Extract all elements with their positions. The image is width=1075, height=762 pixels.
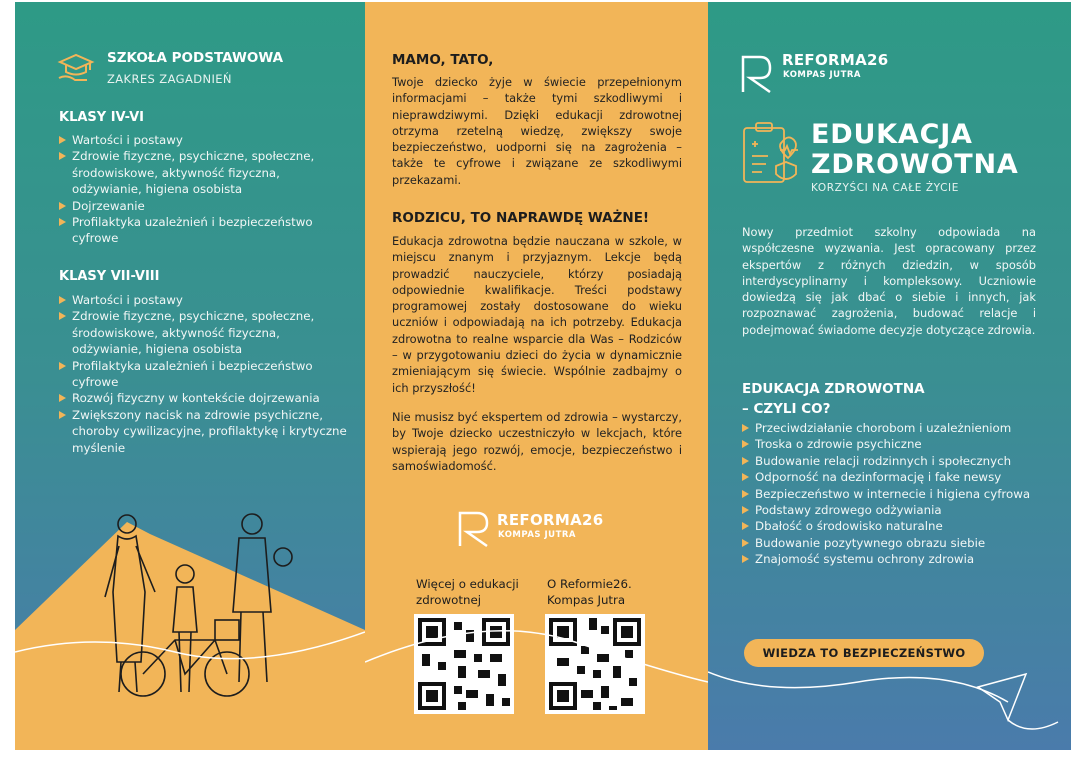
reforma-logo-icon	[457, 510, 491, 548]
topics-list-iv-vi	[59, 132, 349, 247]
qr-label-health: Więcej o edukacji zdrowotnej	[416, 577, 519, 607]
topics-list-vii-viii	[59, 292, 349, 456]
list-item: Profilaktyka uzależnień i bezpieczeństwo cyfrowe	[59, 358, 349, 391]
school-subtitle: ZAKRES ZAGADNIEŃ	[107, 72, 232, 86]
list-item: Wartości i postawy	[59, 132, 349, 148]
heading-important: RODZICU, TO NAPRAWDĘ WAŻNE!	[392, 210, 650, 226]
brand-name: REFORMA26	[782, 51, 889, 69]
list-item: Podstawy zdrowego odżywiania	[742, 502, 1042, 518]
heading-parents: MAMO, TATO,	[392, 52, 494, 68]
list-item: Troska o zdrowie psychiczne	[742, 436, 1042, 452]
heading-what-is: EDUKACJA ZDROWOTNA – CZYLI CO?	[742, 381, 925, 417]
middle-panel	[365, 2, 708, 750]
safety-badge: WIEDZA TO BEZPIECZEŃSTWO	[744, 639, 984, 667]
main-title: EDUKACJA ZDROWOTNA	[811, 119, 1019, 180]
list-item: Wartości i postawy	[59, 292, 349, 308]
brand-name: REFORMA26	[497, 511, 604, 529]
section-heading-vii-viii: KLASY VII-VIII	[59, 269, 160, 284]
list-item: Odporność na dezinformację i fake newsy	[742, 469, 1042, 485]
list-item: Bezpieczeństwo w internecie i higiena cyfrowa	[742, 486, 1042, 502]
brand-subtitle: KOMPAS JUTRA	[498, 530, 576, 540]
brand-subtitle: KOMPAS JUTRA	[783, 70, 861, 80]
reforma-logo-icon	[740, 54, 774, 94]
health-clipboard-icon	[740, 120, 802, 188]
list-item: Dojrzewanie	[59, 198, 349, 214]
right-panel	[708, 2, 1071, 750]
list-item: Zwiększony nacisk na zdrowie psychiczne, choroby cywilizacyjne, profilaktykę i krytyczne myślenie	[59, 407, 349, 456]
brochure	[15, 2, 1071, 750]
list-item: Zdrowie fizyczne, psychiczne, społeczne, środowiskowe, aktywność fizyczna, odżywianie, higiena osobista	[59, 148, 349, 197]
intro-paragraph: Nowy przedmiot szkolny odpowiada na współczesne wyzwania. Jest opracowany przez ekspertów z różnych dziedzin, w sposób interdyscyplinarny i kompleksowy. Uczniowie dowiedzą się jak dbać o siebie i innych, jak rozpoznawać zagrożenia, budować relacje i podejmować świadome decyzje dotyczące zdrowia.	[742, 225, 1036, 337]
paragraph-school: Edukacja zdrowotna będzie nauczana w szkole, w miejscu znanym i przyjaznym. Lekcje będą prowadzić nauczyciele, którzy posiadają odpowiednie kwalifikacje. Treści podstawy programowej zostały dostosowane do wieku uczniów i odpowiadają na ich potrzeby. Edukacja zdrowotna to realne wsparcie dla Was – Rodziców – w przygotowaniu dzieci do życia w dynamicznie zmieniającym się świecie. Wspólnie zadbajmy o ich przyszłość!	[392, 234, 682, 395]
list-item: Przeciwdziałanie chorobom i uzależnieniom	[742, 420, 1042, 436]
main-subtitle: KORZYŚCI NA CAŁE ŻYCIE	[811, 182, 959, 194]
family-illustration	[15, 502, 365, 750]
list-item: Dbałość o środowisko naturalne	[742, 518, 1042, 534]
graduation-cap-icon	[57, 50, 95, 86]
paragraph-no-expert: Nie musisz być ekspertem od zdrowia – wystarczy, by Twoje dziecko uczestniczyło w lekcjach, które wspierają jego rozwój, emocje, bezpieczeństwo i samoświadomość.	[392, 410, 682, 473]
benefits-list	[742, 420, 1042, 568]
paper-plane-line	[708, 642, 1071, 750]
decorative-line	[365, 602, 708, 750]
list-item: Budowanie relacji rodzinnych i społecznych	[742, 453, 1042, 469]
paragraph-intro: Twoje dziecko żyje w świecie przepełnionym informacjami – także tymi szkodliwymi i nieprawdziwymi. Dzięki edukacji zdrowotnej otrzyma rzetelną wiedzę, zwiększy swoje bezpieczeństwo, uodporni się na zagrożenia – także te cyfrowe i związane ze szkodliwymi przekazami.	[392, 75, 682, 187]
list-item: Budowanie pozytywnego obrazu siebie	[742, 535, 1042, 551]
qr-label-reform: O Reformie26. Kompas Jutra	[547, 577, 632, 607]
list-item: Rozwój fizyczny w kontekście dojrzewania	[59, 390, 349, 406]
school-title: SZKOŁA PODSTAWOWA	[107, 50, 284, 66]
list-item: Zdrowie fizyczne, psychiczne, społeczne, środowiskowe, aktywność fizyczna, odżywianie, higiena osobista	[59, 308, 349, 357]
list-item: Znajomość systemu ochrony zdrowia	[742, 551, 1042, 567]
list-item: Profilaktyka uzależnień i bezpieczeństwo cyfrowe	[59, 214, 349, 247]
section-heading-iv-vi: KLASY IV-VI	[59, 110, 145, 125]
left-panel	[15, 2, 365, 750]
